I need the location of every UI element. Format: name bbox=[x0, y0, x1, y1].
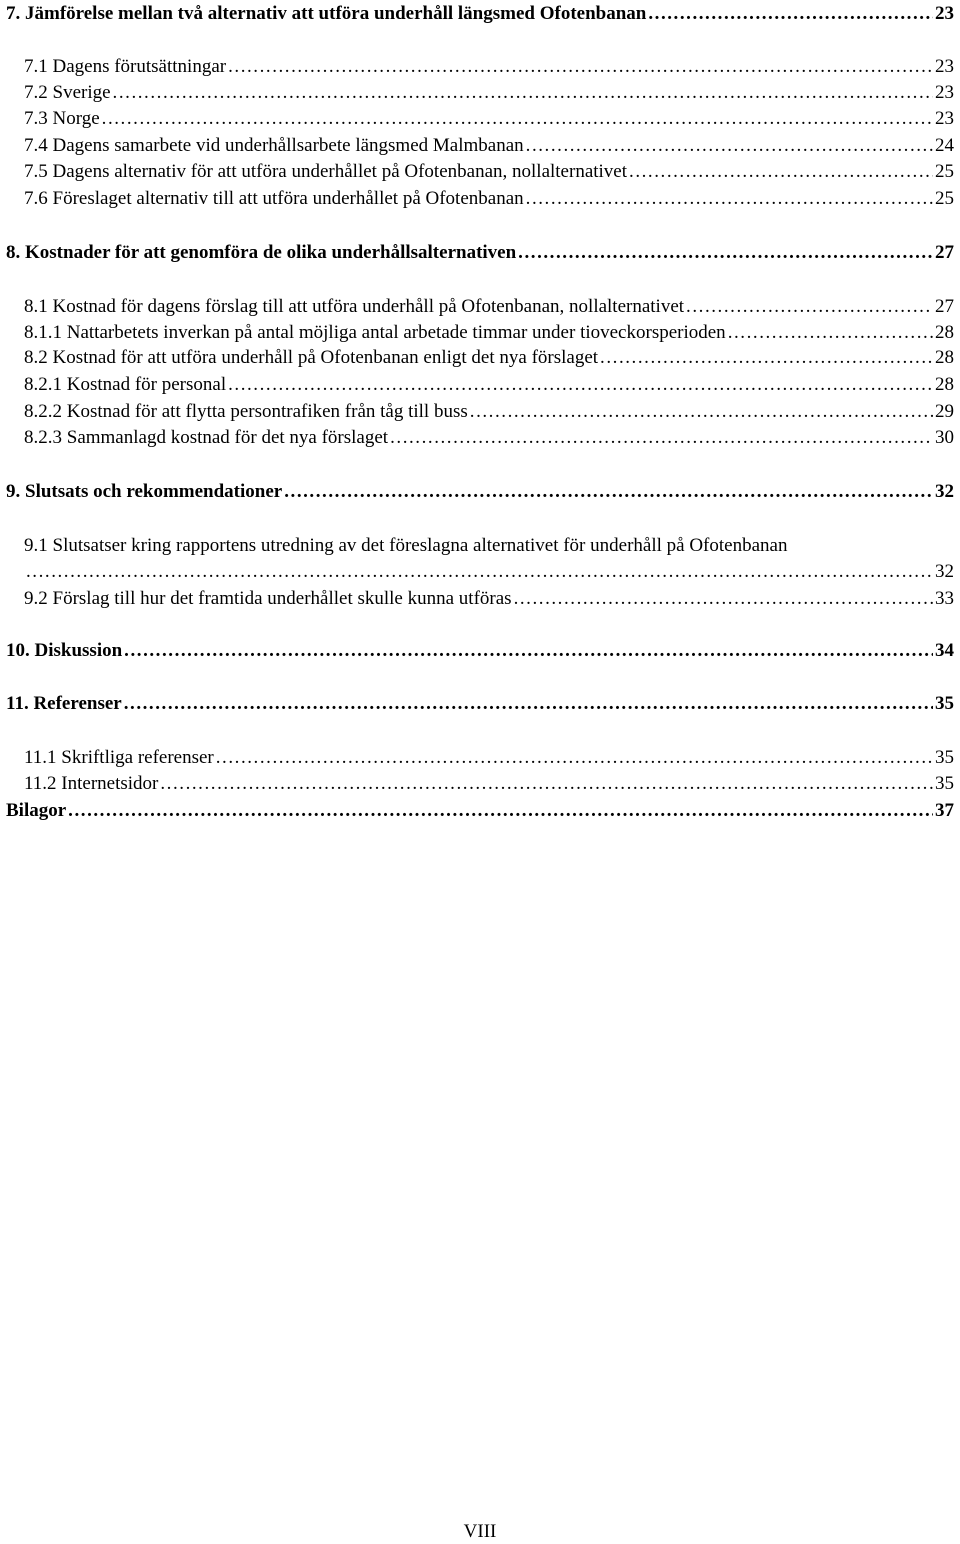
toc-dot-leader bbox=[600, 346, 933, 370]
toc-dot-leader bbox=[728, 321, 933, 345]
toc-entry[interactable] bbox=[6, 241, 954, 265]
toc-entry-title: 7.6 Föreslaget alternativ till att utföra underhållet på Ofotenbanan bbox=[24, 188, 524, 209]
toc-dot-leader bbox=[686, 295, 933, 319]
toc-entry-title: 8.2.1 Kostnad för personal bbox=[24, 374, 227, 395]
toc-dot-leader bbox=[216, 746, 933, 770]
toc-entry-title: 9.1 Slutsatser kring rapportens utredning av det föreslagna alternativet för underhåll på Ofotenbanan bbox=[24, 535, 788, 556]
toc-entry-page: 35 bbox=[935, 693, 954, 714]
toc-entry-page: 37 bbox=[935, 800, 954, 821]
toc-entry[interactable] bbox=[24, 746, 954, 770]
toc-entry[interactable] bbox=[6, 480, 954, 504]
toc-entry[interactable] bbox=[24, 560, 954, 584]
toc-entry-page: 27 bbox=[935, 296, 954, 317]
toc-dot-leader bbox=[228, 55, 933, 79]
toc-entry-title: 8.2.3 Sammanlagd kostnad för det nya förslaget bbox=[24, 427, 389, 448]
toc-entry[interactable] bbox=[24, 81, 954, 105]
toc-dot-leader bbox=[113, 81, 933, 105]
toc-entry[interactable] bbox=[24, 772, 954, 796]
toc-entry[interactable] bbox=[24, 426, 954, 450]
toc-entry-title: 7.3 Norge bbox=[24, 108, 100, 129]
toc-dot-leader bbox=[629, 160, 933, 184]
toc-entry-title: 11.2 Internetsidor bbox=[24, 773, 159, 794]
toc-entry[interactable] bbox=[24, 587, 954, 611]
toc-entry[interactable] bbox=[24, 187, 954, 211]
toc-entry-page: 23 bbox=[935, 108, 954, 129]
toc-entry[interactable] bbox=[24, 134, 954, 158]
toc-entry[interactable] bbox=[24, 400, 954, 424]
page-number: VIII bbox=[463, 1521, 497, 1542]
toc-entry-title: 7.1 Dagens förutsättningar bbox=[24, 56, 227, 77]
toc-entry[interactable] bbox=[6, 2, 954, 26]
toc-dot-leader bbox=[284, 480, 933, 504]
toc-dot-leader bbox=[26, 560, 933, 584]
toc-entry-page: 32 bbox=[935, 481, 954, 502]
toc-dot-leader bbox=[68, 799, 933, 823]
toc-dot-leader bbox=[228, 373, 933, 397]
toc-dot-leader bbox=[102, 107, 933, 131]
toc-dot-leader bbox=[526, 134, 933, 158]
toc-entry[interactable] bbox=[24, 346, 954, 370]
toc-entry-page: 28 bbox=[935, 322, 954, 343]
toc-entry-page: 23 bbox=[935, 56, 954, 77]
toc-entry-title: 11. Referenser bbox=[6, 693, 122, 714]
toc-entry-page: 35 bbox=[935, 747, 954, 768]
toc-entry-title: 8.2.2 Kostnad för att flytta persontrafiken från tåg till buss bbox=[24, 401, 468, 422]
toc-entry-page: 25 bbox=[935, 161, 954, 182]
toc-entry-title: 8.2 Kostnad för att utföra underhåll på Ofotenbanan enligt det nya förslaget bbox=[24, 347, 599, 368]
toc-entry-title: 8.1 Kostnad för dagens förslag till att utföra underhåll på Ofotenbanan, nollalternativet bbox=[24, 296, 685, 317]
toc-dot-leader bbox=[160, 772, 933, 796]
toc-entry-page: 28 bbox=[935, 347, 954, 368]
toc-entry-title: 8. Kostnader för att genomföra de olika underhållsalternativen bbox=[6, 242, 517, 263]
toc-entry-title: 7.2 Sverige bbox=[24, 82, 111, 103]
toc-dot-leader bbox=[124, 639, 933, 663]
toc-entry-title: Bilagor bbox=[6, 800, 67, 821]
toc-entry[interactable] bbox=[24, 295, 954, 319]
toc-entry[interactable] bbox=[24, 160, 954, 184]
toc-entry-page: 24 bbox=[935, 135, 954, 156]
toc-entry[interactable] bbox=[6, 639, 954, 663]
toc-entry-page: 29 bbox=[935, 401, 954, 422]
toc-entry-page: 27 bbox=[935, 242, 954, 263]
toc-dot-leader bbox=[518, 241, 933, 265]
toc-entry-page: 25 bbox=[935, 188, 954, 209]
toc-entry-title: 7.5 Dagens alternativ för att utföra underhållet på Ofotenbanan, nollalternativet bbox=[24, 161, 628, 182]
toc-entry[interactable] bbox=[6, 692, 954, 716]
toc-entry-page: 23 bbox=[935, 82, 954, 103]
toc-entry-title: 9.2 Förslag till hur det framtida underhållet skulle kunna utföras bbox=[24, 588, 512, 609]
toc-entry-page: 30 bbox=[935, 427, 954, 448]
toc-entry-title: 8.1.1 Nattarbetets inverkan på antal möjliga antal arbetade timmar under tioveckorsperioden bbox=[24, 322, 726, 343]
toc-dot-leader bbox=[124, 692, 933, 716]
toc-entry[interactable] bbox=[24, 107, 954, 131]
toc-entry-page: 34 bbox=[935, 640, 954, 661]
toc-dot-leader bbox=[526, 187, 933, 211]
toc-dot-leader bbox=[514, 587, 933, 611]
toc-entry-title: 7.4 Dagens samarbete vid underhållsarbete längsmed Malmbanan bbox=[24, 135, 524, 156]
toc-entry-page: 32 bbox=[935, 561, 954, 582]
toc-dot-leader bbox=[470, 400, 933, 424]
toc-entry[interactable] bbox=[6, 799, 954, 823]
toc-entry[interactable] bbox=[24, 373, 954, 397]
toc-dot-leader bbox=[648, 2, 933, 26]
toc-entry-page: 28 bbox=[935, 374, 954, 395]
toc-entry-title: 9. Slutsats och rekommendationer bbox=[6, 481, 283, 502]
toc-entry-title: 10. Diskussion bbox=[6, 640, 123, 661]
toc-entry-page: 33 bbox=[935, 588, 954, 609]
toc-entry[interactable] bbox=[24, 534, 954, 558]
toc-entry-page: 23 bbox=[935, 3, 954, 24]
toc-entry-title: 11.1 Skriftliga referenser bbox=[24, 747, 214, 768]
toc-entry-page: 35 bbox=[935, 773, 954, 794]
toc-entry[interactable] bbox=[24, 321, 954, 345]
toc-entry-title: 7. Jämförelse mellan två alternativ att utföra underhåll längsmed Ofotenbanan bbox=[6, 3, 647, 24]
page-number-footer bbox=[0, 1520, 960, 1544]
toc-dot-leader bbox=[390, 426, 933, 450]
toc-entry[interactable] bbox=[24, 55, 954, 79]
